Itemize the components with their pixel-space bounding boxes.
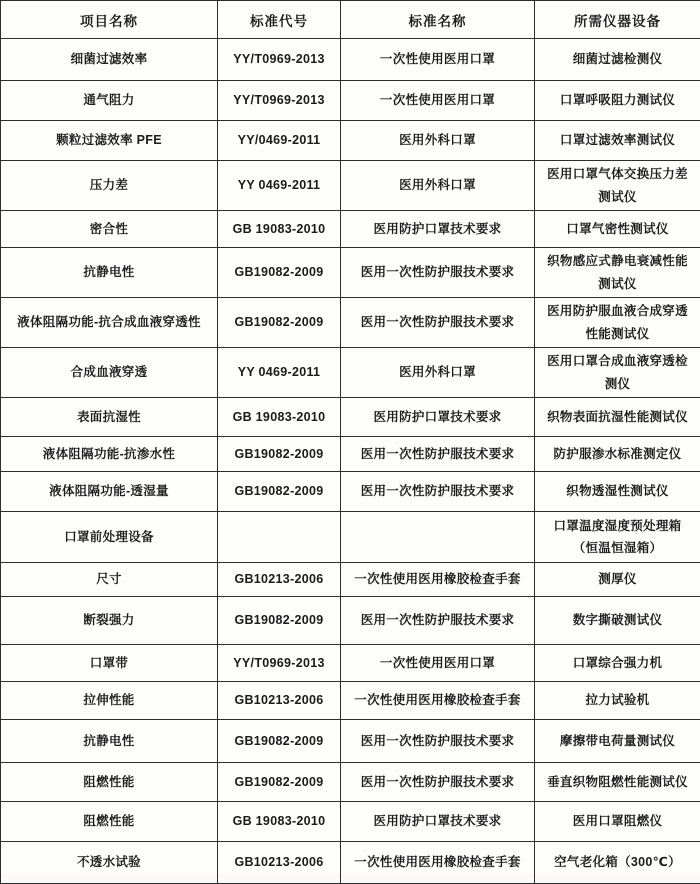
cell-standard-name: 医用防护口罩技术要求 (341, 398, 535, 437)
table-row (1, 802, 700, 842)
cell-project-name: 拉伸性能 (1, 682, 218, 720)
cell-project-name: 压力差 (1, 161, 218, 211)
cell-project-name: 抗静电性 (1, 248, 218, 298)
cell-project-name: 不透水试验 (1, 842, 218, 884)
table-row (1, 682, 700, 720)
cell-standard-name: 医用防护口罩技术要求 (341, 211, 535, 248)
cell-standard-name: 医用一次性防护服技术要求 (341, 298, 535, 348)
cell-project-name: 通气阻力 (1, 81, 218, 121)
cell-equipment: 测厚仪 (535, 563, 700, 597)
cell-standard-name: 一次性使用医用橡胶检查手套 (341, 563, 535, 597)
cell-standard-code: GB 19083-2010 (218, 398, 341, 437)
cell-standard-code: YY/T0969-2013 (218, 39, 341, 81)
cell-equipment: 口罩温度湿度预处理箱（恒温恒湿箱） (535, 512, 700, 563)
cell-equipment: 口罩气密性测试仪 (535, 211, 700, 248)
cell-equipment: 口罩过滤效率测试仪 (535, 121, 700, 161)
table-row (1, 720, 700, 763)
cell-standard-name: 医用一次性防护服技术要求 (341, 597, 535, 645)
cell-standard-name: 一次性使用医用口罩 (341, 39, 535, 81)
cell-project-name: 断裂强力 (1, 597, 218, 645)
table-row (1, 763, 700, 802)
cell-project-name: 密合性 (1, 211, 218, 248)
cell-equipment: 防护服渗水标准测定仪 (535, 437, 700, 472)
cell-equipment: 空气老化箱（300℃） (535, 842, 700, 884)
cell-equipment: 垂直织物阻燃性能测试仪 (535, 763, 700, 802)
cell-standard-code: GB 19083-2010 (218, 211, 341, 248)
table-row (1, 81, 700, 121)
cell-standard-code (218, 512, 341, 563)
cell-equipment: 口罩呼吸阻力测试仪 (535, 81, 700, 121)
table-row (1, 437, 700, 472)
cell-standard-name: 一次性使用医用橡胶检查手套 (341, 682, 535, 720)
cell-standard-code: GB19082-2009 (218, 248, 341, 298)
cell-standard-code: GB19082-2009 (218, 298, 341, 348)
cell-equipment: 摩擦带电荷量测试仪 (535, 720, 700, 763)
table-row (1, 398, 700, 437)
table-row (1, 512, 700, 563)
cell-standard-name: 医用一次性防护服技术要求 (341, 763, 535, 802)
cell-standard-code: GB19082-2009 (218, 437, 341, 472)
cell-project-name: 阻燃性能 (1, 763, 218, 802)
cell-standard-code: GB 19083-2010 (218, 802, 341, 842)
table-row (1, 348, 700, 398)
cell-project-name: 合成血液穿透 (1, 348, 218, 398)
table-row (1, 597, 700, 645)
cell-project-name: 细菌过滤效率 (1, 39, 218, 81)
cell-standard-name: 医用外科口罩 (341, 348, 535, 398)
cell-equipment: 医用防护服血液合成穿透性能测试仪 (535, 298, 700, 348)
cell-project-name: 阻燃性能 (1, 802, 218, 842)
cell-project-name: 口罩带 (1, 645, 218, 682)
cell-equipment: 织物感应式静电衰减性能测试仪 (535, 248, 700, 298)
cell-project-name: 液体阻隔功能-抗渗水性 (1, 437, 218, 472)
table-row (1, 563, 700, 597)
table-row (1, 645, 700, 682)
column-header-project-name: 项目名称 (1, 1, 218, 39)
cell-standard-code: GB10213-2006 (218, 842, 341, 884)
cell-standard-code: GB19082-2009 (218, 597, 341, 645)
table-row (1, 161, 700, 211)
table-row (1, 248, 700, 298)
cell-equipment: 医用口罩气体交换压力差测试仪 (535, 161, 700, 211)
cell-standard-code: YY/T0969-2013 (218, 81, 341, 121)
table-row (1, 472, 700, 512)
cell-project-name: 表面抗湿性 (1, 398, 218, 437)
column-header-standard-name: 标准名称 (341, 1, 535, 39)
cell-standard-code: GB10213-2006 (218, 563, 341, 597)
cell-standard-name: 一次性使用医用口罩 (341, 81, 535, 121)
cell-standard-name: 医用一次性防护服技术要求 (341, 720, 535, 763)
cell-equipment: 拉力试验机 (535, 682, 700, 720)
cell-equipment: 织物表面抗湿性能测试仪 (535, 398, 700, 437)
table-row (1, 39, 700, 81)
cell-project-name: 颗粒过滤效率 PFE (1, 121, 218, 161)
column-header-standard-code: 标准代号 (218, 1, 341, 39)
cell-standard-name: 一次性使用医用橡胶检查手套 (341, 842, 535, 884)
header-row (1, 1, 700, 39)
cell-equipment: 口罩综合强力机 (535, 645, 700, 682)
cell-standard-name: 医用防护口罩技术要求 (341, 802, 535, 842)
cell-standard-name: 医用外科口罩 (341, 121, 535, 161)
table-row (1, 211, 700, 248)
cell-standard-code: YY 0469-2011 (218, 161, 341, 211)
cell-equipment: 数字撕破测试仪 (535, 597, 700, 645)
cell-equipment: 医用口罩合成血液穿透检测仪 (535, 348, 700, 398)
cell-equipment: 织物透湿性测试仪 (535, 472, 700, 512)
cell-project-name: 液体阻隔功能-透湿量 (1, 472, 218, 512)
cell-standard-name: 医用一次性防护服技术要求 (341, 248, 535, 298)
cell-standard-name (341, 512, 535, 563)
table-row (1, 842, 700, 884)
cell-equipment: 细菌过滤检测仪 (535, 39, 700, 81)
cell-equipment: 医用口罩阻燃仪 (535, 802, 700, 842)
cell-standard-name: 医用外科口罩 (341, 161, 535, 211)
table-row (1, 298, 700, 348)
cell-standard-code: YY/T0969-2013 (218, 645, 341, 682)
cell-project-name: 液体阻隔功能-抗合成血液穿透性 (1, 298, 218, 348)
cell-project-name: 抗静电性 (1, 720, 218, 763)
cell-standard-code: GB19082-2009 (218, 763, 341, 802)
cell-standard-code: GB10213-2006 (218, 682, 341, 720)
cell-standard-name: 医用一次性防护服技术要求 (341, 472, 535, 512)
cell-standard-name: 医用一次性防护服技术要求 (341, 437, 535, 472)
column-header-equipment: 所需仪器设备 (535, 1, 700, 39)
cell-standard-code: GB19082-2009 (218, 472, 341, 512)
table-row (1, 121, 700, 161)
cell-project-name: 口罩前处理设备 (1, 512, 218, 563)
cell-standard-code: YY 0469-2011 (218, 348, 341, 398)
cell-standard-code: GB19082-2009 (218, 720, 341, 763)
cell-standard-name: 一次性使用医用口罩 (341, 645, 535, 682)
cell-project-name: 尺寸 (1, 563, 218, 597)
cell-standard-code: YY/0469-2011 (218, 121, 341, 161)
